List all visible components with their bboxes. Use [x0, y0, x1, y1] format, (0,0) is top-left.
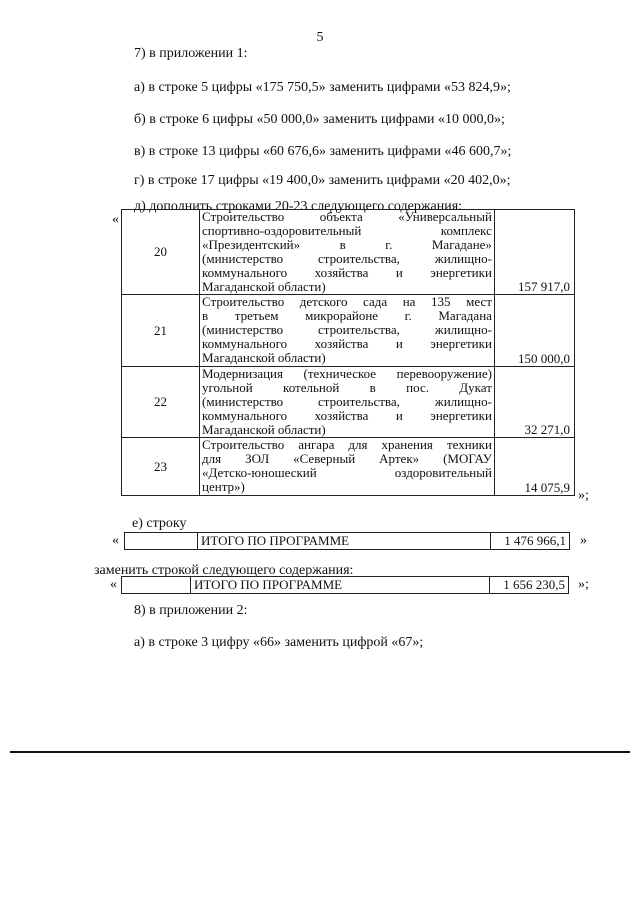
- total-value: 1 476 966,1: [491, 533, 570, 550]
- desc-line: Магаданской области): [202, 350, 326, 365]
- desc-line: «Президентский» в г. Магадане»: [202, 237, 492, 252]
- row-value: 157 917,0: [494, 210, 574, 295]
- closing-quote: »: [580, 533, 587, 548]
- row-value: 150 000,0: [494, 295, 574, 367]
- table-row: [122, 210, 575, 295]
- desc-line: для ЗОЛ «Северный Артек» (МОГАУ: [202, 451, 492, 466]
- row-description: [200, 367, 495, 438]
- desc-line: Строительство ангара для хранения техники: [202, 437, 492, 452]
- empty-cell: [122, 577, 191, 594]
- desc-line: угольной котельной в пос. Дукат: [202, 380, 492, 395]
- item-7-heading: 7) в приложении 1:: [134, 46, 248, 61]
- new-rows-table: [121, 209, 575, 496]
- row-number: 20: [122, 210, 200, 295]
- item-7a: а) в строке 5 цифры «175 750,5» заменить цифрами «53 824,9»;: [134, 80, 511, 95]
- new-total-table: [121, 576, 569, 594]
- opening-quote: «: [110, 577, 117, 592]
- desc-line: спортивно-оздоровительный комплекс: [202, 223, 492, 238]
- opening-quote: «: [112, 533, 119, 548]
- desc-line: (министерство строительства, жилищно-: [202, 322, 492, 337]
- total-label: ИТОГО ПО ПРОГРАММЕ: [191, 577, 490, 594]
- total-label: ИТОГО ПО ПРОГРАММЕ: [198, 533, 491, 550]
- desc-line: центр»): [202, 479, 245, 494]
- desc-line: коммунального хозяйства и энергетики: [202, 336, 492, 351]
- closing-quote: »;: [578, 488, 589, 503]
- row-number: 21: [122, 295, 200, 367]
- desc-line: Магаданской области): [202, 422, 326, 437]
- desc-line: (министерство строительства, жилищно-: [202, 394, 492, 409]
- table-row: [122, 577, 569, 594]
- desc-line: коммунального хозяйства и энергетики: [202, 408, 492, 423]
- table-row: [122, 438, 575, 496]
- item-7b: б) в строке 6 цифры «50 000,0» заменить цифрами «10 000,0»;: [134, 112, 505, 127]
- row-description: [200, 210, 495, 295]
- row-description: [200, 438, 495, 496]
- item-7c: в) в строке 13 цифры «60 676,6» заменить цифрами «46 600,7»;: [134, 144, 512, 159]
- desc-line: (министерство строительства, жилищно-: [202, 251, 492, 266]
- closing-quote: »;: [578, 577, 589, 592]
- desc-line: Модернизация (техническое перевооружение): [202, 366, 492, 381]
- old-total-table: [124, 532, 570, 550]
- item-8a: а) в строке 3 цифру «66» заменить цифрой «67»;: [134, 635, 424, 650]
- row-number: 22: [122, 367, 200, 438]
- row-description: [200, 295, 495, 367]
- desc-line: в третьем микрорайоне г. Магадана: [202, 308, 492, 323]
- page-divider: [10, 751, 630, 753]
- desc-line: коммунального хозяйства и энергетики: [202, 265, 492, 280]
- desc-line: «Детско-юношеский оздоровительный: [202, 465, 492, 480]
- item-7d: г) в строке 17 цифры «19 400,0» заменить цифрами «20 402,0»;: [134, 173, 511, 188]
- item-7f-row: е) строку: [132, 516, 187, 531]
- item-8-heading: 8) в приложении 2:: [134, 603, 248, 618]
- table-row: [122, 367, 575, 438]
- total-value: 1 656 230,5: [490, 577, 569, 594]
- desc-line: Строительство объекта «Универсальный: [202, 209, 492, 224]
- desc-line: Строительство детского сада на 135 мест: [202, 294, 492, 309]
- row-number: 23: [122, 438, 200, 496]
- table-row: [122, 295, 575, 367]
- item-7e-add-rows: д) дополнить строками 20-23 следующего содержания:: [134, 199, 463, 214]
- row-value: 14 075,9: [494, 438, 574, 496]
- replace-with-line: заменить строкой следующего содержания:: [94, 563, 354, 578]
- desc-line: Магаданской области): [202, 279, 326, 294]
- row-value: 32 271,0: [494, 367, 574, 438]
- page-number: 5: [316, 30, 324, 45]
- table-row: [125, 533, 570, 550]
- opening-quote: «: [112, 212, 119, 227]
- empty-cell: [125, 533, 198, 550]
